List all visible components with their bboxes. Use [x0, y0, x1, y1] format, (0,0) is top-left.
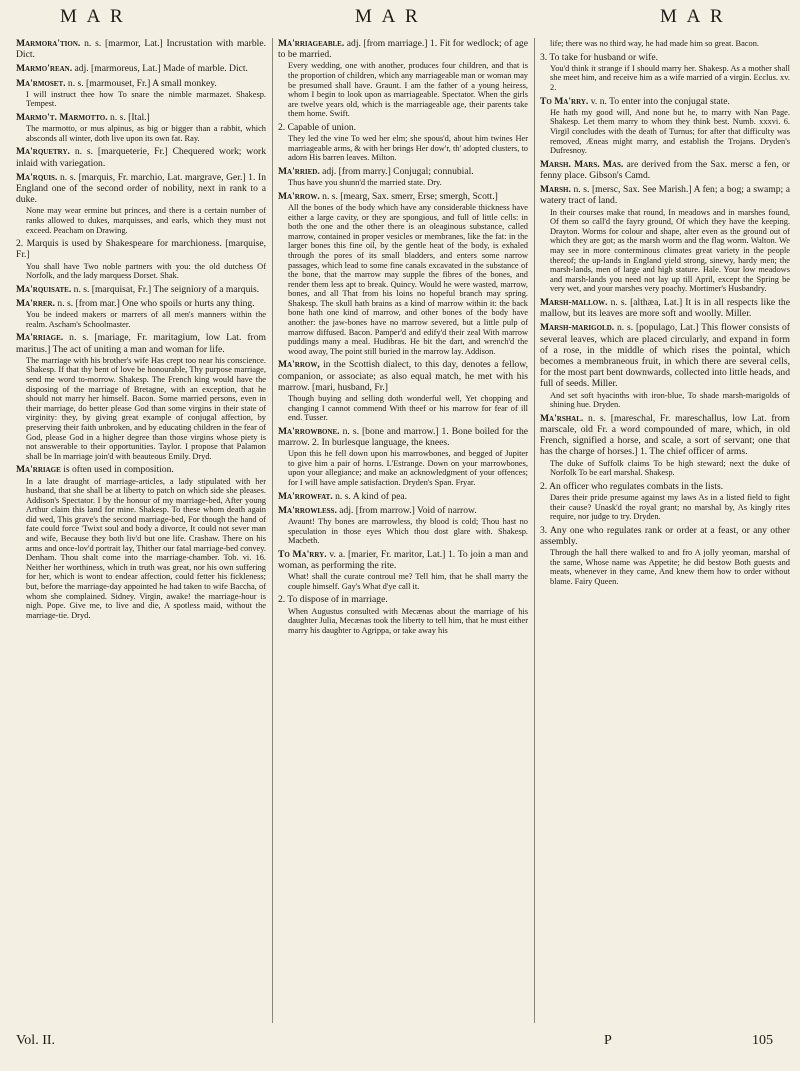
headword: Ma'rriage. [16, 332, 64, 344]
definition: n. s. [marmor, Lat.] Incrustation with marble. Dict. [16, 38, 266, 61]
running-head-right: M A R [660, 6, 726, 27]
headword: Marmo't. Marmotto. [16, 112, 108, 123]
volume-label: Vol. II. [16, 1033, 56, 1048]
citation: The marmotto, or mus alpinus, as big or bigger than a rabbit, which absconds all winter, doth live upon its own fat. Ray. [26, 124, 266, 143]
dictionary-entry [540, 96, 790, 156]
dictionary-entry [278, 166, 528, 188]
citation: When Augustus consulted with Mecænas about the marriage of his daughter Julia, Mecænas took the liberty to tell him, that he must either marry his daughter to Agrippa, or take away his [288, 606, 528, 635]
definition: 2. Marquis is used by Shakespeare for marchioness. [marquise, Fr.] [16, 238, 266, 261]
definition: is often used in composition. [63, 464, 174, 476]
citation: Upon this he fell down upon his marrowbones, and begged of Jupiter to give him a pair of horns. L'Estrange. Down on your marrowbones, upon your allegiance; and make an acknowledgment of your offences; for I will have ample satisfaction. Dryden's Span. Fryar. [288, 449, 528, 488]
citation: The marriage with his brother's wife Has crept too near his conscience. Shakesp. If that thy bent of love be honourable, Thy purpose marriage, send me word to-morrow. Shakesp. The French king would have the disposing of the marriage of Bretagne, with an exception, that he should not marry her himself. Bacon. Some married persons, even in their marriage, do better please God than some virgins in their state of virginity: they, by giving great example of conjugal affection, by preserving their faith unbroken, and by educating children in the fear of God, please God in a higher degree than those virgins whose piety is not answerable to their opportunities. Taylor. I propose that Palamon shall be In marriage join'd with beauteous Emily. Dryd. [26, 355, 266, 461]
definition: 2. An officer who regulates combats in the lists. [540, 480, 724, 492]
column-middle [278, 38, 528, 1023]
definition: n. s. [marquisat, Fr.] The seigniory of a marquis. [73, 283, 260, 295]
definition: n. s. [marmouset, Fr.] A small monkey. [67, 77, 217, 89]
definition: n. s. [mariage, Fr. maritagium, low Lat. from maritus.] The act of uniting a man and woman for life. [16, 332, 266, 355]
headword: Ma'rriage [16, 464, 61, 476]
citation: Every wedding, one with another, produces four children, and that is the proportion of children, which any marriageable man or woman may be presumed shall have. Graunt. I am the father of a young heiress, whom I begin to look upon as marriageable. Spectator. When the girls are twelve years old, which is the marriageable age, their parents take them home. Swift. [288, 61, 528, 119]
definition: adj. [marmoreus, Lat.] Made of marble. Dict. [74, 63, 248, 75]
dictionary-entry [278, 549, 528, 592]
citation: Dares their pride presume against my laws As in a listed field to fight their cause? Unask'd the royal grant; no marshal by, As kingly rites require, nor judge to try. Dryden. [550, 492, 790, 522]
dictionary-entry [16, 38, 266, 60]
citation: Thus have you shunn'd the married state. Dry. [288, 178, 442, 188]
column-right [540, 38, 790, 1023]
headword: Marsh. Mars. Mas. [540, 158, 624, 170]
headword: Marsh-mallow. [540, 296, 608, 308]
dictionary-entry [278, 594, 528, 635]
definition: n. s. [mearg, Sax. smerr, Erse; smergh, Scott.] [322, 190, 498, 202]
headword: Marsh-marigold. [540, 322, 615, 334]
dictionary-entry [16, 172, 266, 235]
dictionary-entry [16, 298, 266, 329]
dictionary-entry [278, 505, 528, 546]
dictionary-entry [16, 112, 266, 143]
dictionary-entry [540, 52, 790, 93]
definition: n. s. [marquis, Fr. marchio, Lat. margrave, Ger.] 1. In England one of the second order of nobility, next in rank to a duke. [16, 171, 266, 206]
headword: Ma'rrow. [278, 190, 320, 202]
citation: What! shall the curate controul me? Tell him, that he shall marry the couple himself. Gay's What d'ye call it. [288, 572, 528, 591]
citation: Avaunt! Thy bones are marrowless, thy blood is cold; Thou hast no speculation in those eyes Which thou dost glare with. Shakesp. Macbeth. [288, 517, 528, 546]
headword: Ma'rrow, [278, 359, 320, 371]
dictionary-entry [540, 297, 790, 319]
definition: adj. [from marrow.] Void of narrow. [339, 504, 477, 516]
headword: To Ma'rry. [540, 95, 589, 107]
dictionary-entry [540, 525, 790, 587]
citation: I will instruct thee how To snare the nimble marmazet. Shakesp. Tempest. [26, 89, 266, 109]
citation: You be indeed makers or marrers of all men's manners within the realm. Ascham's Schoolmaster. [26, 310, 266, 329]
definition: n. s. [from mar.] One who spoils or hurts any thing. [57, 297, 255, 309]
citation: In a late draught of marriage-articles, a lady stipulated with her husband, that she shall be at liberty to patch on which side she pleases. Addison's Spectator. I by the honour of my marriage-bed, After young Arthur claim this land for mine. Shakesp. To these whom death again did wed, This grave's the second marriage-bed, For though the hand of fate could force 'Twixt soul and body a divorce, It could not sever man and wife, Because they both liv'd but one life. Crashaw. There on his arms and once-lov'd portrait lay, Thither our fatal marriage-bed convey. Denham. Thou shalt come into the marriage-chamber. Tob. vi. 16. Neither her worthiness, which in truth was great, nor his own suffering for her, which is wont to endear affection, could fetter his fickleness; but, before the marriage-day appointed he had taken to wife Baccha, of whom she complained. Sidney. Virgin, awake! the marriage-hour is nigh. Pope. Give me, to live and die, A spotless maid, without the marriage-tie. Dryd. [26, 476, 266, 620]
citation: None may wear ermine but princes, and there is a certain number of ranks allowed to dukes, marquisses, and earls, which they must not exceed. Peacham on Drawing. [26, 206, 266, 235]
definition: n. s. [mersc, Sax. See Marish.] A fen; a bog; a swamp; a watery tract of land. [540, 184, 790, 207]
headword: Ma'rquis. [16, 171, 58, 183]
dictionary-entry [278, 191, 528, 357]
definition: adj. [from marriage.] 1. Fit for wedlock; of age to be married. [278, 38, 528, 61]
citation: And set soft hyacinths with iron-blue, To shade marsh-marigolds of shining hue. Dryden. [550, 390, 790, 410]
headword: Ma'rmoset. [16, 77, 66, 89]
dictionary-entry [540, 481, 790, 522]
headword: Ma'rquetry. [16, 146, 70, 158]
signature-mark: P [604, 1033, 612, 1048]
definition: n. s. A kind of pea. [335, 490, 408, 502]
definition: in the Scottish dialect, to this day, denotes a fellow, companion, or associate; as also equal match, he met with his marrow. [mari, husband, Fr.] [278, 359, 528, 393]
citation: life; there was no third way, he had made him so great. Bacon. [550, 39, 759, 48]
headword: Ma'rrowbone. [278, 425, 340, 437]
definition: n. s. [populago, Lat.] This flower consists of several leaves, which are placed circularly, and expand in form of a rose, in the middle of which rises the pointal, which becomes a membraneous fruit, in which there are several cells, for the most part bent downwards, collected into little heads, and full of seeds. Miller. [540, 322, 790, 390]
dictionary-entry [278, 359, 528, 422]
dictionary-entry [540, 413, 790, 478]
headword: Marmora'tion. [16, 38, 81, 49]
headword: To Ma'rry. [278, 548, 327, 560]
definition: n. s. [Ital.] [110, 112, 150, 123]
page-number: 105 [752, 1033, 773, 1048]
dictionary-entry [540, 39, 790, 49]
headword: Marmo'rean. [16, 63, 73, 75]
dictionary-entry [16, 146, 266, 168]
dictionary-entry [16, 238, 266, 281]
definition: n. s. [mareschal, Fr. mareschallus, low Lat. from marscale, old Fr. a word compounded of mare, which, in old French, signified a horse, and scale, a sort of servant; one that has the charge of horses.] 1. The chief officer of arms. [540, 412, 790, 458]
dictionary-entry [278, 122, 528, 163]
definition: v. n. To enter into the conjugal state. [590, 95, 730, 107]
dictionary-entry [16, 78, 266, 109]
definition: adj. [from marry.] Conjugal; connubial. [322, 165, 474, 177]
headword: Ma'rrowfat. [278, 490, 333, 502]
running-head [0, 6, 800, 30]
definition: n. s. [bone and marrow.] 1. Bone boiled for the marrow. 2. In burlesque language, the knees. [278, 425, 528, 449]
headword: Ma'rshal. [540, 412, 584, 424]
page-footer [0, 1033, 800, 1053]
citation: Though buying and selling doth wonderful well, Yet chopping and changing I cannot commend With theef or his marrow for fear of ill end. Tusser. [288, 394, 528, 423]
definition: v. a. [marier, Fr. maritor, Lat.] 1. To join a man and woman, as performing the rite. [278, 548, 528, 572]
dictionary-entry [16, 284, 266, 295]
dictionary-columns [16, 38, 792, 1023]
citation: Through the hall there walked to and fro A jolly yeoman, marshal of the same, Whose name was Appetite; he did bestow Both guests and meats, whenever in they came, And knew them how to order without blame. Fairy Queen. [550, 548, 790, 586]
citation: All the bones of the body which have any considerable thickness have either a large cavity, or they are spongious, and full of little cells: in both the one and the other there is an oleaginous substance, called marrow, contained in proper vesicles or membranes, like the fat: in the larger bones this fine oil, by the gentle heat of the body, is exhaled through the pores of its small bladders, and enters some narrow passages, which lead to some fine canals excavated in the substance of the bone, that the marrow may supple the fibres of the bones, and render them less apt to break. Quincy. Would he were wasted, marrow, bones, and all That from his loins no hopeful branch may spring. Shakesp. The skull hath brains as a kind of marrow within it: the back bone hath one kind of marrow, and other bones of the body have another: the jaw-bones have no marrow severed, but a little pulp of marrow diffused. Bacon. Pamper'd and edify'd their zeal With marrow puddings many a meal. Hudibras. He bit the dart, and wrench'd the wood away, The point still buried in the marrow lay. Addison. [288, 202, 528, 356]
dictionary-entry [16, 464, 266, 620]
dictionary-entry [540, 159, 790, 181]
definition: 2. To dispose of in marriage. [278, 594, 388, 606]
definition: n. s. [althæa, Lat.] It is in all respects like the mallow, but its leaves are more soft and woolly. Miller. [540, 296, 790, 320]
definition: 3. Any one who regulates rank or order at a feast, or any other assembly. [540, 524, 790, 547]
citation: In their courses make that round, In meadows and in marshes found, Of them so call'd the fayry ground, Of which they have the keeping. Drayton. Worms for colour and shape, alter even as the ground out of which they are got; as the marsh worm and the flag worm. Walton. We may see in more conterminous climates great variety in the people thereof; the up-lands in England yield strong, sinewy, hardy men; the marsh-lands, men of large and high stature. Hale. Your low meadows and marsh-lands you need not lay up till April, except the Spring be very wet, and your marshes very poachy. Mortimer's Husbandry. [550, 207, 790, 294]
dictionary-entry [540, 184, 790, 294]
dictionary-entry [278, 38, 528, 119]
running-head-center: M A R [355, 6, 421, 27]
column-left [16, 38, 266, 1023]
citation: They led the vine To wed her elm; she spous'd, about him twines Her marriageable arms, & with her brings Her dow'r, th' adopted clusters, to adorn His barren leaves. Milton. [288, 134, 528, 163]
citation: The duke of Suffolk claims To be high steward; next the duke of Norfolk To be earl marshal. Shakesp. [550, 458, 790, 478]
headword: Ma'rquisate. [16, 283, 72, 295]
headword: Ma'rrowless. [278, 504, 337, 516]
dictionary-entry [278, 426, 528, 488]
citation: You'd think it strange if I should marry her. Shakesp. As a mother shall she meet him, and receive him as a wife married of a virgin. Ecclus. xv. 2. [550, 63, 790, 92]
definition: n. s. [marqueterie, Fr.] Chequered work; work inlaid with variegation. [16, 146, 266, 169]
headword: Ma'rried. [278, 165, 320, 177]
dictionary-entry [540, 322, 790, 409]
running-head-left: M A R [60, 6, 126, 27]
headword: Ma'rriageable. [278, 38, 345, 49]
definition: are derived from the Sax. mersc a fen, or fenny place. Gibson's Camd. [540, 158, 790, 181]
citation: He hath my good will, And none but he, to marry with Nan Page. Shakesp. Let them marry to whom they think best. Numb. xxxvi. 6. Virgil concludes with the death of Turnus; for after that difficulty was removed, Æneas might marry, and establish the Trojans. Dryden's Dufresnoy. [550, 107, 790, 156]
definition: 3. To take for husband or wife. [540, 51, 658, 63]
citation: You shall have Two noble partners with you: the old dutchess Of Norfolk, and the lady marquess Dorset. Shak. [26, 261, 266, 281]
headword: Ma'rrer. [16, 297, 56, 309]
dictionary-entry [278, 491, 528, 502]
definition: 2. Capable of union. [278, 121, 357, 133]
dictionary-entry [16, 63, 266, 74]
headword: Marsh. [540, 184, 571, 196]
dictionary-entry [16, 332, 266, 461]
